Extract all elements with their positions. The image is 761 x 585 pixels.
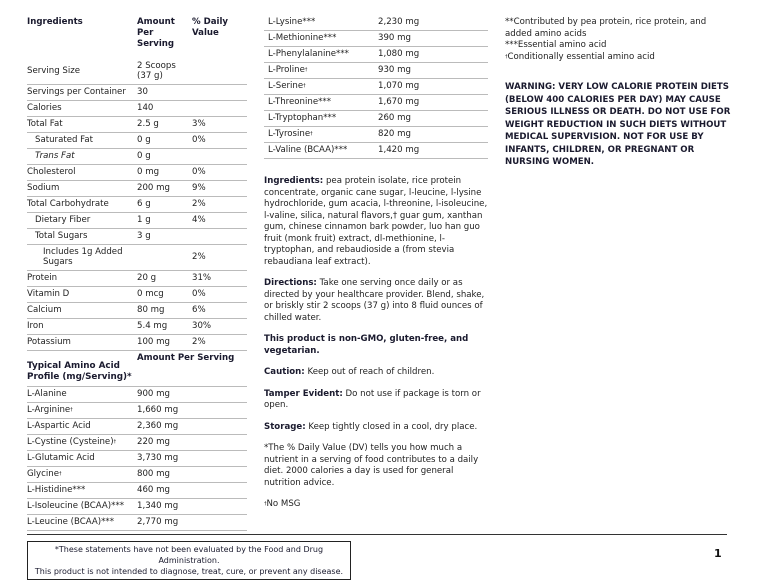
row-amount: 200 mg [137, 183, 170, 193]
page-number: 1 [714, 547, 722, 560]
amino-name: L-Threonine*** [268, 97, 331, 107]
fda-disclaimer [27, 541, 351, 580]
row-label: Dietary Fiber [35, 215, 91, 225]
row-label: Sodium [27, 183, 60, 193]
row-amount: 0 mcg [137, 289, 164, 299]
amino-row [27, 467, 247, 483]
amino-amount: 800 mg [137, 469, 170, 479]
amino-header [27, 351, 247, 387]
amino-row [264, 79, 488, 95]
dagger-mark: † [505, 53, 508, 60]
dv-note: *The % Daily Value (DV) tells you how much a nutrient in a serving of food contributes to a daily diet. 2000 calories a day is used for general nutrition advice. [264, 443, 479, 488]
row-dv: 6% [192, 305, 206, 315]
row-amount: 0 g [137, 135, 151, 145]
tamper-label: Tamper Evident: [264, 388, 343, 399]
amino-name: L-Phenylalanine*** [268, 49, 349, 59]
tamper-text: Do not use if package is torn or open. [264, 388, 481, 410]
table-row [27, 197, 247, 213]
disclaimer-line-1: *These statements have not been evaluated by the Food and Drug Administration. [54, 545, 324, 565]
table-row [27, 101, 247, 117]
amino-amount-heading: Amount Per Serving [137, 353, 235, 363]
amino-row [27, 435, 247, 451]
amino-amount: 2,360 mg [137, 421, 179, 431]
amino-name [27, 437, 137, 447]
row-label: Servings per Container [27, 87, 126, 97]
row-dv: 3% [192, 119, 206, 129]
row-label: Protein [27, 273, 58, 283]
row-label: Potassium [27, 337, 71, 347]
amino-row [264, 143, 488, 159]
table-row [27, 85, 247, 101]
table-row [27, 287, 247, 303]
amino-amount: 1,340 mg [137, 501, 179, 511]
ingredients-paragraph [264, 176, 488, 268]
nongmo-paragraph [264, 334, 488, 357]
amino-row [264, 15, 488, 31]
msg-text: No MSG [266, 499, 301, 509]
amino-row [27, 499, 247, 515]
amino-name-text: L-Cystine (Cysteine) [27, 437, 114, 447]
amino-name: L-Glutamic Acid [27, 453, 95, 463]
amino-row [264, 47, 488, 63]
amino-name-text: L-Serine [268, 81, 304, 91]
ingredients-label: Ingredients: [264, 176, 324, 186]
contributed-note: **Contributed by pea protein, rice protein, and added amino acids [505, 17, 707, 39]
row-amount: 0 g [137, 151, 151, 161]
row-label: Total Sugars [35, 231, 88, 241]
ingredients-text: pea protein isolate, rice protein concentrate, organic cane sugar, l-leucine, l-lysine hydrochloride, gum acacia, l-threonine, l-isoleucine, l-valine, silica, natural flavors,† guar gum, xanthan gum, chinese cinnamon bark powder, luo han guo fruit (monk fruit) extract, dl-methionine, l-tryptophan, and rebaudioside a (from stevia rebaudiana leaf extract). [264, 176, 488, 267]
storage-text: Keep tightly closed in a cool, dry place. [305, 421, 478, 432]
disclaimer-line-2: This product is not intended to diagnose, treat, cure, or prevent any disease. [34, 567, 344, 576]
row-label: Saturated Fat [35, 135, 93, 145]
amino-name-text: L-Arginine [27, 405, 71, 415]
row-amount: 140 [137, 103, 154, 113]
amino-name: L-Lysine*** [268, 17, 316, 27]
amino-row [264, 127, 488, 143]
amino-amount: 260 mg [378, 113, 411, 123]
row-dv: 31% [192, 273, 212, 283]
essential-note: ***Essential amino acid [505, 40, 607, 50]
row-label: Calories [27, 103, 62, 113]
row-amount: 1 g [137, 215, 151, 225]
table-row [27, 335, 247, 351]
row-dv: 0% [192, 135, 206, 145]
directions-text: Take one serving once daily or as directed by your healthcare provider. Blend, shake, or briskly stir 2 scoops (37 g) into 8 fluid ounces of chilled water. [264, 278, 485, 323]
row-dv: 2% [192, 337, 206, 347]
table-row [27, 181, 247, 197]
ingredients-heading: Ingredients [27, 17, 83, 27]
row-amount: 0 mg [137, 167, 160, 177]
amino-row [264, 31, 488, 47]
amino-name-text: L-Proline [268, 65, 305, 75]
row-amount: 20 g [137, 273, 157, 283]
trans-fat-label: Trans Fat [35, 151, 75, 161]
row-dv: 0% [192, 167, 206, 177]
amino-name-text: Glycine [27, 469, 59, 479]
row-dv: 0% [192, 289, 206, 299]
row-dv: 2% [192, 252, 206, 262]
amino-row [27, 403, 247, 419]
amino-row [264, 63, 488, 79]
amino-amount: 1,070 mg [378, 81, 420, 91]
row-amount: 100 mg [137, 337, 170, 347]
dagger-mark: † [70, 407, 73, 413]
amino-name [27, 469, 137, 479]
conditional-text: Conditionally essential amino acid [507, 51, 655, 62]
amino-name: L-Alanine [27, 389, 67, 399]
directions-paragraph [264, 278, 488, 324]
amino-amount: 820 mg [378, 129, 411, 139]
storage-label: Storage: [264, 421, 306, 432]
amino-name: L-Isoleucine (BCAA)*** [27, 501, 125, 511]
row-dv: 9% [192, 183, 206, 193]
dagger-mark: † [58, 471, 62, 477]
amino-name-text: L-Tyrosine [268, 129, 311, 139]
row-amount: 30 [137, 87, 148, 97]
row-label: Total Fat [27, 119, 63, 129]
dagger-mark: † [310, 131, 313, 137]
amino-name: L-Leucine (BCAA)*** [27, 517, 115, 527]
row-label: Vitamin D [27, 289, 70, 299]
row-dv: 4% [192, 215, 206, 225]
row-label: Serving Size [27, 66, 81, 76]
table-row [27, 117, 247, 133]
row-amount: 6 g [137, 199, 151, 209]
caution-label: Caution: [264, 367, 305, 377]
amino-name: L-Tryptophan*** [268, 113, 337, 123]
msg-note [264, 499, 488, 511]
caution-paragraph [264, 367, 488, 379]
table-row [27, 213, 247, 229]
amino-row [264, 111, 488, 127]
dv-heading: % Daily Value [192, 17, 229, 38]
amino-amount: 460 mg [137, 485, 170, 495]
row-amount: 5.4 mg [137, 321, 168, 331]
amino-row [27, 483, 247, 499]
caution-text: Keep out of reach of children. [304, 367, 435, 377]
amino-name: L-Methionine*** [268, 33, 337, 43]
tamper-paragraph [264, 389, 488, 412]
row-dv: 2% [192, 199, 206, 209]
amino-amount: 1,670 mg [378, 97, 420, 107]
info-column [264, 15, 488, 511]
amino-title: Typical Amino Acid Profile (mg/Serving)* [27, 361, 132, 382]
amino-name [27, 405, 137, 415]
dagger-mark: † [303, 83, 306, 89]
row-label: Calcium [27, 305, 62, 315]
row-label: Iron [27, 321, 44, 331]
directions-label: Directions: [264, 278, 317, 288]
amino-amount: 900 mg [137, 389, 170, 399]
dagger-mark: † [113, 439, 117, 445]
amino-amount: 1,420 mg [378, 145, 420, 155]
dagger-mark: † [264, 501, 267, 507]
row-amount: 2 Scoops (37 g) [137, 61, 176, 81]
row-label: Includes 1g Added Sugars [43, 247, 123, 267]
storage-paragraph [264, 422, 488, 434]
amino-amount: 1,660 mg [137, 405, 179, 415]
row-label: Total Carbohydrate [27, 199, 109, 209]
amino-row [27, 515, 247, 531]
amino-row [27, 451, 247, 467]
amino-amount: 2,770 mg [137, 517, 179, 527]
table-row [27, 59, 247, 85]
table-row [27, 165, 247, 181]
amino-name [268, 81, 378, 91]
table-row [27, 271, 247, 287]
table-row [27, 133, 247, 149]
row-dv: 30% [192, 321, 212, 331]
amino-row [27, 387, 247, 403]
table-row [27, 245, 247, 271]
dagger-mark: † [304, 67, 308, 73]
amino-amount: 2,230 mg [378, 17, 420, 27]
amino-name: L-Valine (BCAA)*** [268, 145, 348, 155]
nongmo-text: This product is non-GMO, gluten-free, and vegetarian. [264, 334, 469, 356]
row-amount: 3 g [137, 231, 151, 241]
row-label: Cholesterol [27, 167, 76, 177]
footer-divider [27, 534, 727, 535]
table-row [27, 229, 247, 245]
table-row [27, 303, 247, 319]
amino-amount: 390 mg [378, 33, 411, 43]
amino-row [27, 419, 247, 435]
amount-heading: Amount Per Serving [137, 17, 175, 49]
amino-amount: 1,080 mg [378, 49, 420, 59]
amino-name [268, 65, 378, 75]
amino-name: L-Aspartic Acid [27, 421, 91, 431]
row-amount: 2.5 g [137, 119, 159, 129]
notes-column [505, 17, 735, 169]
amino-name: L-Histidine*** [27, 485, 86, 495]
amino-amount: 3,730 mg [137, 453, 179, 463]
amino-name [268, 129, 378, 139]
amino-amount: 930 mg [378, 65, 411, 75]
row-amount: 80 mg [137, 305, 165, 315]
row-label [27, 151, 137, 161]
conditional-note [505, 52, 735, 64]
amino-row [264, 95, 488, 111]
warning-text: WARNING: VERY LOW CALORIE PROTEIN DIETS (BELOW 400 CALORIES PER DAY) MAY CAUSE SERIOUS ILLNESS OR DEATH. DO NOT USE FOR WEIGHT REDUCTION IN SUCH DIETS WITHOUT MEDICAL SUPERVISION. NOT FOR USE BY INFANTS, CHILDREN, OR PREGNANT OR NURSING WOMEN. [505, 82, 731, 167]
nutrition-column [27, 17, 247, 531]
table-row [27, 149, 247, 165]
table-row [27, 319, 247, 335]
amino-amount: 220 mg [137, 437, 170, 447]
nutrition-header [27, 17, 247, 50]
